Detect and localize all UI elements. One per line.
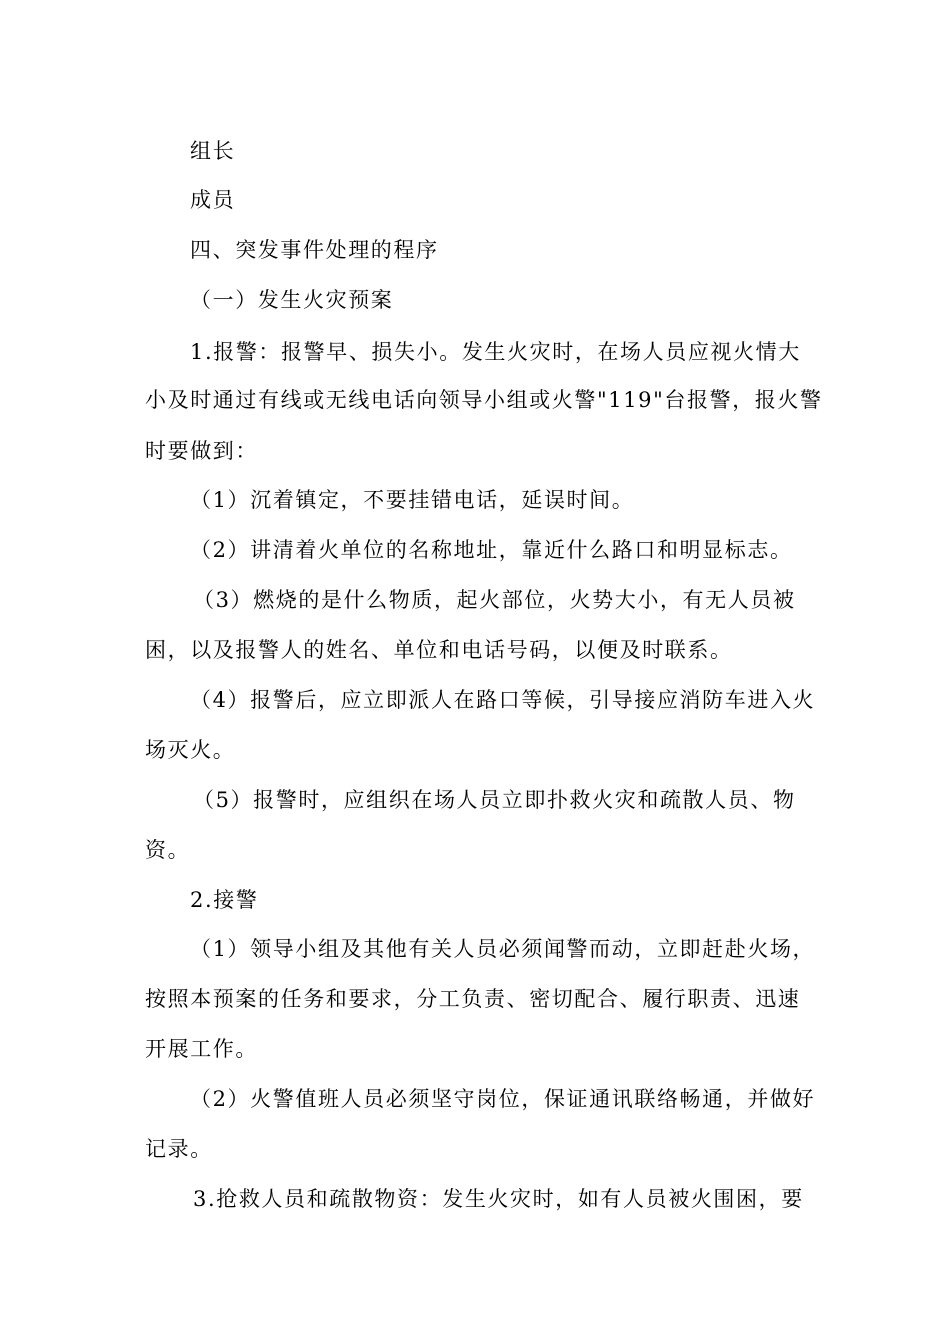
paragraph-line: （2）讲清着火单位的名称地址，靠近什么路口和明显标志。 (190, 538, 793, 562)
paragraph-line: （5）报警时，应组织在场人员立即扑救火灾和疏散人员、物 (193, 788, 796, 812)
subsection-heading: 2.接警 (190, 888, 259, 912)
paragraph-line: 小及时通过有线或无线电话向领导小组或火警"119"台报警，报火警 (145, 388, 823, 412)
paragraph-line: （3）燃烧的是什么物质，起火部位，火势大小，有无人员被 (193, 588, 796, 612)
paragraph-line: 场灭火。 (145, 738, 236, 762)
paragraph-line: （4）报警后，应立即派人在路口等候，引导接应消防车进入火 (190, 688, 816, 712)
fire-plan-subheading: （一）发生火灾预案 (190, 288, 394, 312)
paragraph-line: 开展工作。 (145, 1037, 258, 1061)
paragraph-line: 资。 (145, 838, 191, 862)
paragraph-line: 按照本预案的任务和要求，分工负责、密切配合、履行职责、迅速 (145, 987, 801, 1011)
paragraph-line: 时要做到： (145, 439, 258, 463)
paragraph-line: （2）火警值班人员必须坚守岗位，保证通讯联络畅通，并做好 (190, 1087, 816, 1111)
paragraph-line: （1）领导小组及其他有关人员必须闻警而动，立即赶赴火场， (190, 937, 816, 961)
paragraph-line: 3.抢救人员和疏散物资：发生火灾时，如有人员被火围困，要 (193, 1187, 804, 1211)
paragraph-line: 1.报警：报警早、损失小。发生火灾时，在场人员应视火情大 (190, 340, 801, 364)
members-line: 成员 (190, 188, 236, 212)
paragraph-line: 困，以及报警人的姓名、单位和电话号码，以便及时联系。 (145, 638, 733, 662)
paragraph-line: （1）沉着镇定，不要挂错电话，延误时间。 (190, 488, 635, 512)
section-four-heading: 四、突发事件处理的程序 (190, 238, 439, 262)
group-leader-line: 组长 (190, 139, 236, 163)
paragraph-line: 记录。 (145, 1137, 213, 1161)
